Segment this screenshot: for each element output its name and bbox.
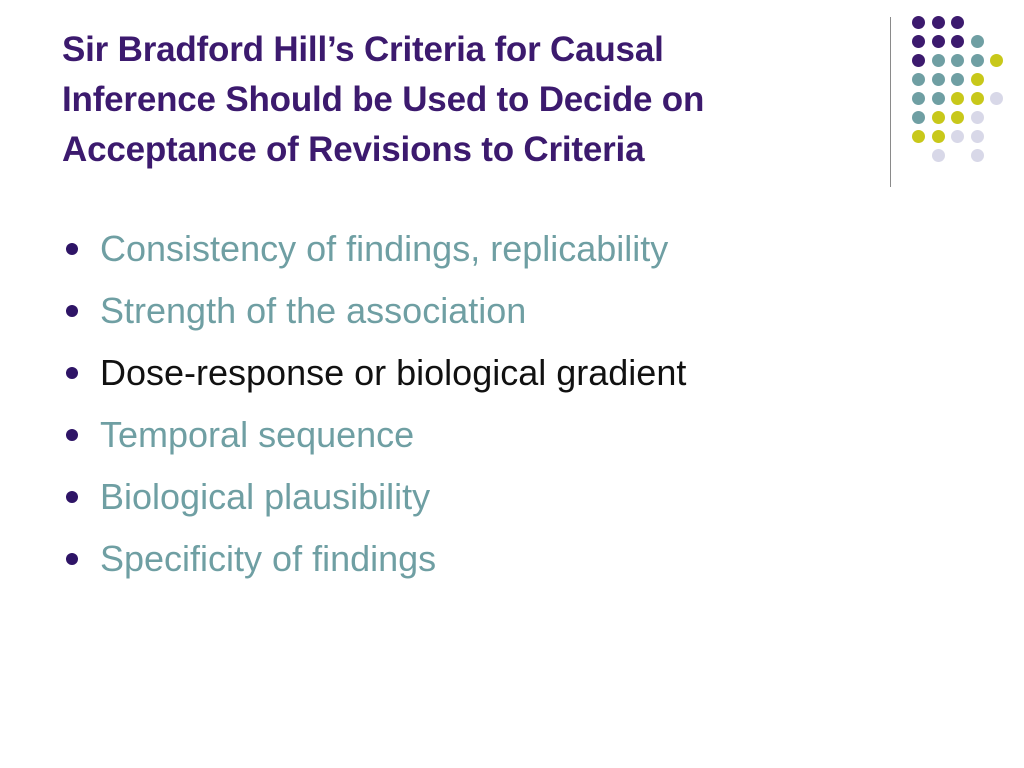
decorative-dot-purple: [932, 16, 945, 29]
decorative-dot-lavender: [990, 92, 1003, 105]
bullet-dot-icon: [66, 305, 78, 317]
decorative-dot-teal: [971, 35, 984, 48]
decorative-dot-teal: [951, 54, 964, 67]
decorative-dot-lavender: [971, 130, 984, 143]
decorative-dot-lavender: [951, 130, 964, 143]
list-item: [62, 466, 686, 528]
decorative-dot-lime: [932, 130, 945, 143]
decorative-dot-purple: [951, 16, 964, 29]
decorative-dot-purple: [951, 35, 964, 48]
bullet-dot-icon: [66, 553, 78, 565]
bullet-text: Temporal sequence: [100, 414, 415, 455]
decorative-dot-teal: [971, 54, 984, 67]
decorative-dot-teal: [932, 73, 945, 86]
list-item: [62, 218, 686, 280]
slide-title: [62, 25, 877, 175]
title-divider-line: [890, 17, 891, 187]
bullet-text: Dose-response or biological gradient: [100, 352, 687, 393]
decorative-dot-lime: [951, 111, 964, 124]
decorative-dot-purple: [932, 35, 945, 48]
decorative-dot-lime: [951, 92, 964, 105]
bullet-dot-icon: [66, 429, 78, 441]
decorative-dot-lime: [932, 111, 945, 124]
bullet-text: Consistency of findings, replicability: [100, 228, 669, 269]
bullet-dot-icon: [66, 243, 78, 255]
decorative-dot-lime: [990, 54, 1003, 67]
bullet-list: [62, 218, 686, 590]
decorative-dot-lime: [971, 92, 984, 105]
decorative-dot-teal: [932, 54, 945, 67]
decorative-dot-teal: [912, 73, 925, 86]
decorative-dot-teal: [932, 92, 945, 105]
list-item: [62, 342, 686, 404]
decorative-dot-teal: [912, 92, 925, 105]
bullet-dot-icon: [66, 491, 78, 503]
decorative-dot-purple: [912, 54, 925, 67]
slide-title-line-1: Sir Bradford Hill’s Criteria for Causal: [62, 30, 664, 69]
slide-title-line-3: Acceptance of Revisions to Criteria: [62, 130, 645, 169]
bullet-text: Strength of the association: [100, 290, 527, 331]
bullet-dot-icon: [66, 367, 78, 379]
decorative-dot-lavender: [971, 149, 984, 162]
decorative-dot-purple: [912, 16, 925, 29]
list-item: [62, 404, 686, 466]
decorative-dot-purple: [912, 35, 925, 48]
list-item: [62, 528, 686, 590]
decorative-dot-lavender: [932, 149, 945, 162]
decorative-dot-teal: [912, 111, 925, 124]
slide-title-line-2: Inference Should be Used to Decide on: [62, 80, 705, 119]
decorative-dot-lavender: [971, 111, 984, 124]
decorative-dot-lime: [912, 130, 925, 143]
bullet-text: Specificity of findings: [100, 538, 437, 579]
decorative-dot-lime: [971, 73, 984, 86]
list-item: [62, 280, 686, 342]
bullet-text: Biological plausibility: [100, 476, 431, 517]
decorative-dot-teal: [951, 73, 964, 86]
